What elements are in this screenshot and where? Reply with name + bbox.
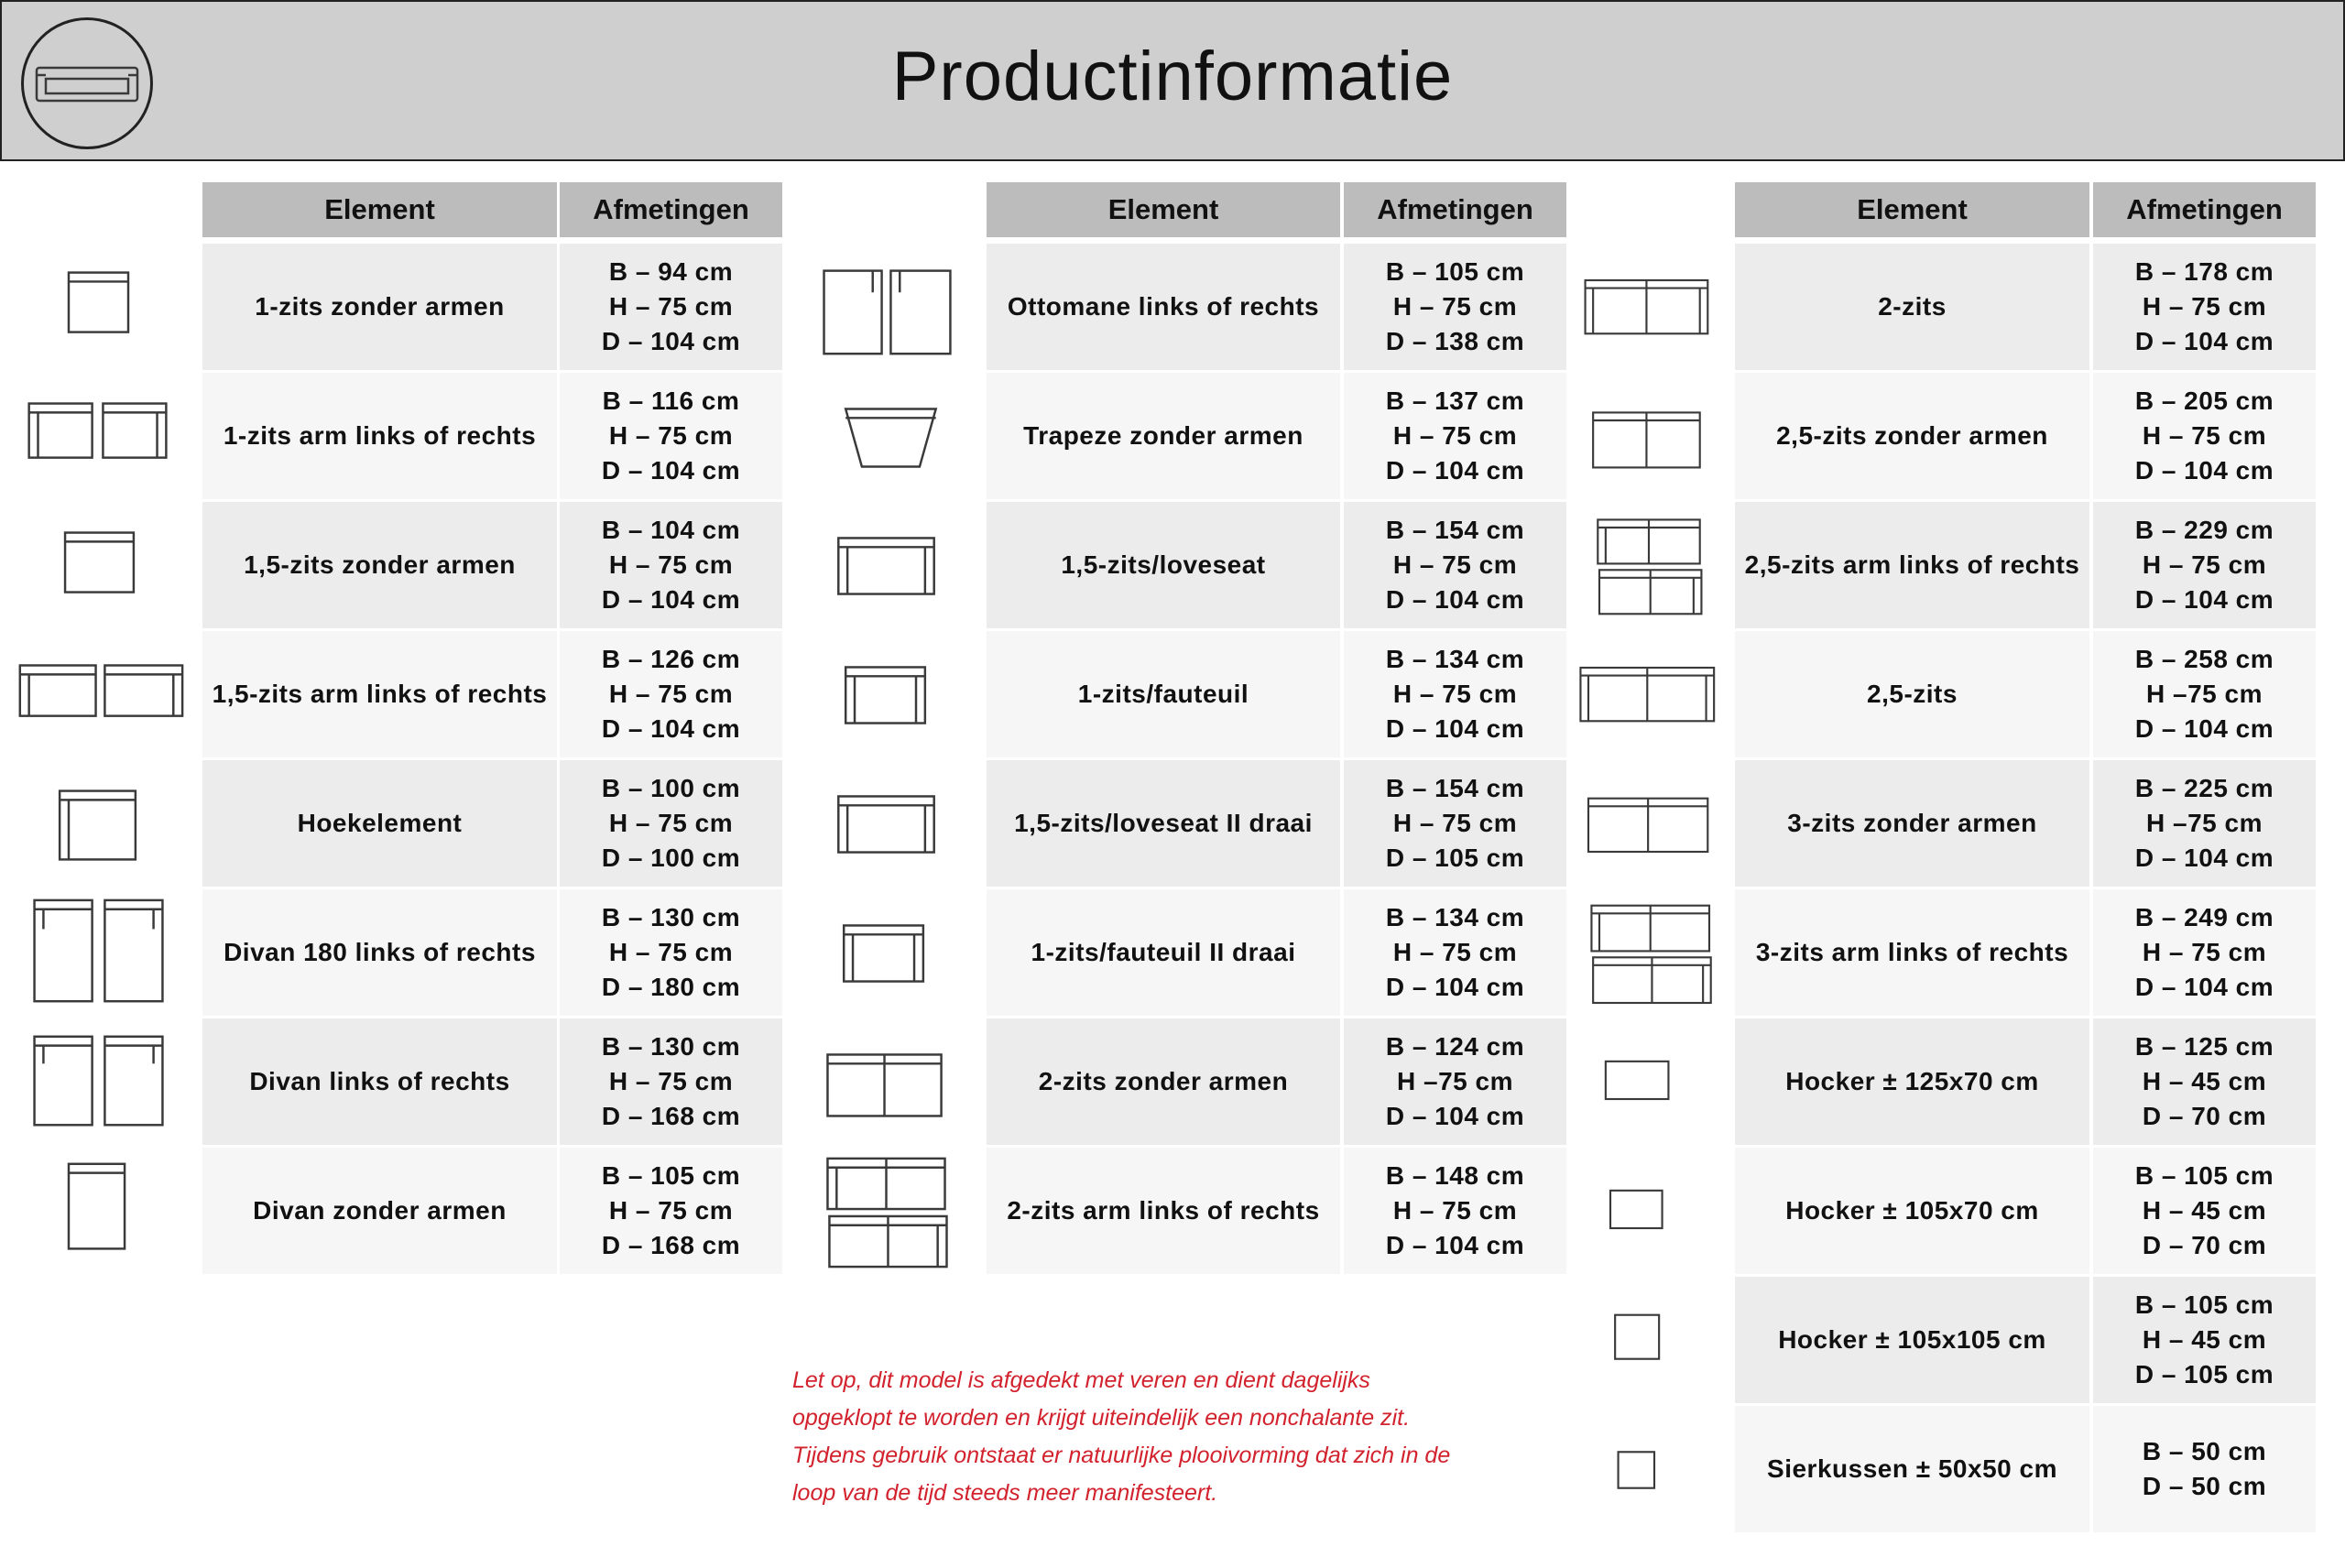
dimension-value: D – 104 cm xyxy=(1385,585,1525,614)
dimensions-cell xyxy=(560,889,782,1016)
element-cell: 1-zits/fauteuil II draai xyxy=(987,889,1340,1016)
dimension-value: B – 249 cm xyxy=(2134,903,2274,931)
dimension-value: D – 104 cm xyxy=(601,714,741,743)
dimension-value: D – 105 cm xyxy=(2134,1360,2274,1388)
header-bar xyxy=(0,0,2345,161)
dimension-value: B – 126 cm xyxy=(601,645,741,673)
dimension-value: B – 105 cm xyxy=(601,1161,741,1190)
element-cell: 1-zits arm links of rechts xyxy=(202,373,557,499)
dimension-value: H – 75 cm xyxy=(1392,292,1518,321)
divan-180-icon xyxy=(0,893,197,1018)
one-half-seat-no-arms-icon xyxy=(0,506,197,631)
dimensions-cell xyxy=(2093,1018,2316,1145)
dimension-value: H – 75 cm xyxy=(608,680,734,708)
dimension-value: D – 104 cm xyxy=(2134,327,2274,355)
dimension-value: D – 104 cm xyxy=(2134,844,2274,872)
dimension-value: D – 168 cm xyxy=(601,1231,741,1259)
dimension-value: B – 105 cm xyxy=(1385,257,1525,286)
single-seat-arm-icon xyxy=(0,376,197,502)
dimensions-cell xyxy=(2093,1277,2316,1403)
dimension-value: H –75 cm xyxy=(2146,809,2263,837)
dimension-value: B – 178 cm xyxy=(2134,257,2274,286)
element-cell: Hoekelement xyxy=(202,760,557,887)
dimension-value: D – 104 cm xyxy=(1385,456,1525,485)
divan-no-arms-icon xyxy=(0,1151,197,1277)
column-header-dimensions: Afmetingen xyxy=(1344,182,1566,237)
element-cell: Hocker ± 105x105 cm xyxy=(1735,1277,2089,1403)
three-seat-no-arms-icon xyxy=(1566,764,1731,889)
loveseat-icon xyxy=(788,506,985,631)
dimension-value: B – 105 cm xyxy=(2134,1290,2274,1319)
dimension-value: H – 75 cm xyxy=(2142,292,2267,321)
dimension-value: H – 75 cm xyxy=(608,938,734,966)
page-title: Productinformatie xyxy=(891,38,1454,115)
dimension-value: D – 100 cm xyxy=(601,844,741,872)
element-cell: 1,5-zits/loveseat xyxy=(987,502,1340,628)
dimension-value: B – 105 cm xyxy=(2134,1161,2274,1190)
column-header-dimensions: Afmetingen xyxy=(2093,182,2316,237)
two-half-seat-arm-icon xyxy=(1566,506,1731,631)
dimensions-cell xyxy=(560,631,782,757)
dimension-value: B – 125 cm xyxy=(2134,1032,2274,1061)
dimension-value: B – 229 cm xyxy=(2134,516,2274,544)
dimension-value: H – 75 cm xyxy=(2142,421,2267,450)
two-half-seat-no-arms-icon xyxy=(1566,376,1731,502)
dimension-value: H – 45 cm xyxy=(2142,1196,2267,1225)
two-seat-arm-icon xyxy=(788,1151,985,1277)
element-cell: 3-zits zonder armen xyxy=(1735,760,2089,887)
dimension-value: H – 75 cm xyxy=(608,550,734,579)
column-header-element: Element xyxy=(1735,182,2089,237)
dimension-value: B – 130 cm xyxy=(601,903,741,931)
dimensions-cell xyxy=(560,244,782,370)
dimensions-cell xyxy=(2093,373,2316,499)
element-cell: 2,5-zits xyxy=(1735,631,2089,757)
dimension-value: H – 45 cm xyxy=(2142,1325,2267,1354)
dimensions-cell xyxy=(1344,760,1566,887)
element-cell: 1-zits zonder armen xyxy=(202,244,557,370)
two-half-seat-icon xyxy=(1566,635,1731,760)
dimensions-cell xyxy=(1344,889,1566,1016)
dimensions-cell xyxy=(2093,502,2316,628)
dimensions-cell xyxy=(560,760,782,887)
dimension-value: H – 75 cm xyxy=(608,1067,734,1095)
dimension-value: B – 137 cm xyxy=(1385,387,1525,415)
dimensions-cell xyxy=(2093,760,2316,887)
dimensions-cell xyxy=(1344,502,1566,628)
trapeze-icon xyxy=(788,376,985,502)
dimension-value: D – 104 cm xyxy=(601,585,741,614)
dimension-value: H – 75 cm xyxy=(608,1196,734,1225)
dimension-value: H – 75 cm xyxy=(608,809,734,837)
element-cell: Hocker ± 105x70 cm xyxy=(1735,1148,2089,1274)
dimension-value: B – 94 cm xyxy=(608,257,734,286)
dimension-value: D – 180 cm xyxy=(601,973,741,1001)
three-seat-arm-icon xyxy=(1566,893,1731,1018)
dimension-value: B – 154 cm xyxy=(1385,516,1525,544)
dimension-value: B – 134 cm xyxy=(1385,645,1525,673)
dimension-value: H – 75 cm xyxy=(608,421,734,450)
element-cell: 2-zits arm links of rechts xyxy=(987,1148,1340,1274)
dimension-value: B – 50 cm xyxy=(2142,1437,2267,1465)
dimensions-cell xyxy=(2093,631,2316,757)
two-seat-no-arms-icon xyxy=(788,1022,985,1148)
element-cell: 2,5-zits zonder armen xyxy=(1735,373,2089,499)
dimension-value: D – 104 cm xyxy=(2134,714,2274,743)
dimension-value: H –75 cm xyxy=(2146,680,2263,708)
armchair-icon xyxy=(788,635,985,760)
element-cell: Hocker ± 125x70 cm xyxy=(1735,1018,2089,1145)
dimension-value: B – 134 cm xyxy=(1385,903,1525,931)
dimensions-cell xyxy=(560,1018,782,1145)
dimensions-cell xyxy=(1344,244,1566,370)
dimension-value: H – 75 cm xyxy=(1392,680,1518,708)
armchair-swivel-icon xyxy=(788,893,985,1018)
dimension-value: D – 104 cm xyxy=(1385,714,1525,743)
dimension-value: H –75 cm xyxy=(1397,1067,1513,1095)
dimension-value: H – 75 cm xyxy=(1392,1196,1518,1225)
element-cell: 2-zits zonder armen xyxy=(987,1018,1340,1145)
dimensions-cell xyxy=(560,1148,782,1274)
dimension-value: D – 138 cm xyxy=(1385,327,1525,355)
dimension-value: D – 104 cm xyxy=(601,327,741,355)
dimension-value: H – 75 cm xyxy=(2142,550,2267,579)
dimension-value: B – 104 cm xyxy=(601,516,741,544)
dimensions-cell xyxy=(1344,1018,1566,1145)
dimensions-cell xyxy=(560,502,782,628)
dimensions-cell xyxy=(2093,1406,2316,1532)
dimension-value: D – 70 cm xyxy=(2142,1231,2267,1259)
one-half-seat-arm-icon xyxy=(0,635,197,760)
care-note: Let op, dit model is afgedekt met veren en dient dagelijks opgeklopt te worden en krijgt uiteindelijk een nonchalante zit. Tijdens gebruik ontstaat er natuurlijke plooivorming dat zich in de loop van de tijd steeds meer manifesteert. xyxy=(792,1367,1451,1506)
loveseat-swivel-icon xyxy=(788,764,985,889)
dimension-value: H – 75 cm xyxy=(1392,550,1518,579)
dimension-value: D – 104 cm xyxy=(1385,973,1525,1001)
element-cell: Ottomane links of rechts xyxy=(987,244,1340,370)
element-cell: Sierkussen ± 50x50 cm xyxy=(1735,1406,2089,1532)
dimension-value: B – 225 cm xyxy=(2134,774,2274,802)
dimension-value: D – 70 cm xyxy=(2142,1102,2267,1130)
element-cell: 1,5-zits arm links of rechts xyxy=(202,631,557,757)
element-cell: 1,5-zits/loveseat II draai xyxy=(987,760,1340,887)
dimension-value: D – 50 cm xyxy=(2142,1472,2267,1500)
dimension-value: B – 130 cm xyxy=(601,1032,741,1061)
column-header-element: Element xyxy=(987,182,1340,237)
dimension-value: D – 104 cm xyxy=(601,456,741,485)
hocker-125x70-icon xyxy=(1566,1022,1731,1148)
dimensions-cell xyxy=(560,373,782,499)
dimension-value: B – 148 cm xyxy=(1385,1161,1525,1190)
dimension-value: H – 75 cm xyxy=(608,292,734,321)
dimensions-cell xyxy=(2093,889,2316,1016)
dimension-value: D – 104 cm xyxy=(1385,1102,1525,1130)
dimension-value: D – 105 cm xyxy=(1385,844,1525,872)
dimensions-cell xyxy=(2093,1148,2316,1274)
dimension-value: D – 104 cm xyxy=(2134,973,2274,1001)
dimension-value: H – 75 cm xyxy=(1392,938,1518,966)
dimensions-cell xyxy=(1344,1148,1566,1274)
element-cell: 2,5-zits arm links of rechts xyxy=(1735,502,2089,628)
element-cell: Divan zonder armen xyxy=(202,1148,557,1274)
dimension-value: H – 75 cm xyxy=(2142,938,2267,966)
element-cell: Divan 180 links of rechts xyxy=(202,889,557,1016)
dimension-value: B – 154 cm xyxy=(1385,774,1525,802)
dimension-value: B – 205 cm xyxy=(2134,387,2274,415)
column-header-dimensions: Afmetingen xyxy=(560,182,782,237)
cushion-icon xyxy=(1566,1410,1731,1535)
dimensions-cell xyxy=(1344,373,1566,499)
dimension-value: B – 124 cm xyxy=(1385,1032,1525,1061)
dimension-value: H – 75 cm xyxy=(1392,809,1518,837)
dimension-value: B – 100 cm xyxy=(601,774,741,802)
element-cell: Divan links of rechts xyxy=(202,1018,557,1145)
single-seat-no-arms-icon xyxy=(0,247,197,373)
ottoman-icon xyxy=(788,247,985,373)
dimension-value: B – 116 cm xyxy=(602,387,740,415)
element-cell: Trapeze zonder armen xyxy=(987,373,1340,499)
element-cell: 1-zits/fauteuil xyxy=(987,631,1340,757)
element-cell: 2-zits xyxy=(1735,244,2089,370)
hocker-105x105-icon xyxy=(1566,1280,1731,1406)
dimensions-cell xyxy=(2093,244,2316,370)
dimension-value: H – 75 cm xyxy=(1392,421,1518,450)
hocker-105x70-icon xyxy=(1566,1151,1731,1277)
two-seat-icon xyxy=(1566,247,1731,373)
dimensions-cell xyxy=(1344,631,1566,757)
dimension-value: H – 45 cm xyxy=(2142,1067,2267,1095)
dimension-value: D – 104 cm xyxy=(2134,585,2274,614)
divan-icon xyxy=(0,1022,197,1148)
dimension-value: D – 168 cm xyxy=(601,1102,741,1130)
element-cell: 1,5-zits zonder armen xyxy=(202,502,557,628)
column-header-element: Element xyxy=(202,182,557,237)
dimension-value: B – 258 cm xyxy=(2134,645,2274,673)
corner-element-icon xyxy=(0,764,197,889)
dimension-value: D – 104 cm xyxy=(2134,456,2274,485)
element-cell: 3-zits arm links of rechts xyxy=(1735,889,2089,1016)
dimension-value: D – 104 cm xyxy=(1385,1231,1525,1259)
